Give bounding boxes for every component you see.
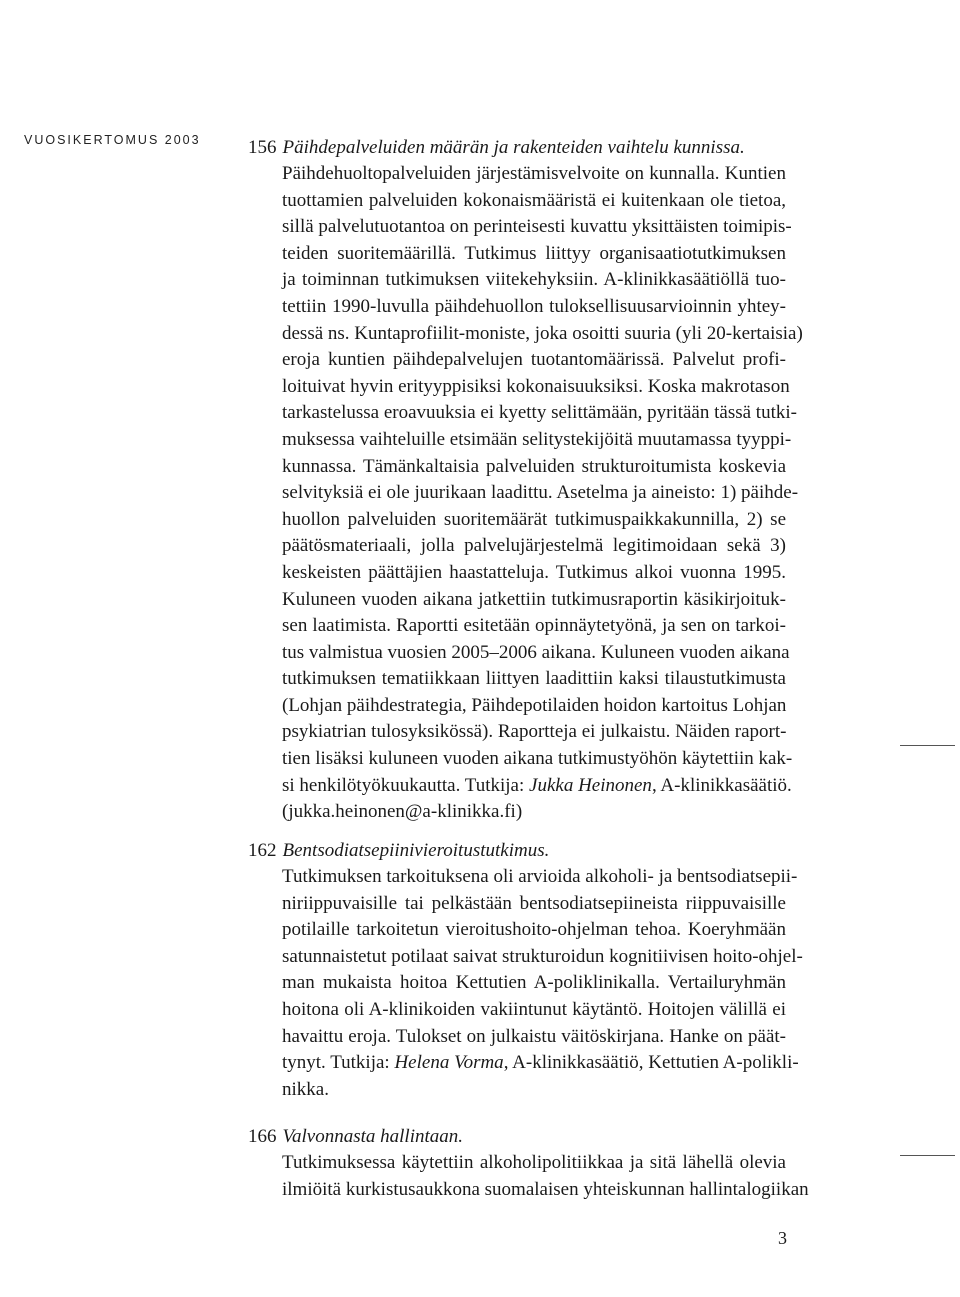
researcher-line [282, 1050, 799, 1077]
body-line: kunnassa. Tämänkaltaisia palveluiden strukturoitumista koskevia [282, 455, 786, 477]
researcher-line [282, 773, 792, 800]
entry-number: 162 [248, 840, 277, 861]
entry-title-162 [248, 838, 549, 864]
body-line: ilmiöitä kurkistusaukkona suomalaisen yhteiskunnan hallintalogiikan [282, 1178, 809, 1200]
entry-title-156 [248, 135, 745, 161]
entry-title-text: Päihdepalveluiden määrän ja rakenteiden vaihtelu kunnissa. [282, 137, 745, 158]
entry-title-text: Bentsodiatsepiinivieroitustutkimus. [282, 840, 550, 861]
body-line: tutkimuksen tematiikkaan liittyen laadittiin kaksi tilaustutkimusta [282, 668, 786, 690]
body-line: keskeisten päättäjien haastatteluja. Tutkimus alkoi vuonna 1995. [282, 561, 786, 583]
body-line: teiden suoritemäärillä. Tutkimus liittyy organisaatiotutkimuksen [282, 242, 786, 264]
entry-title-text: Valvonnasta hallintaan. [282, 1126, 463, 1147]
body-line: tettiin 1990-luvulla päihdehuollon tuloksellisuusarvioinnin yhtey- [282, 295, 786, 317]
body-line: loituivat hyvin erityyppisiksi kokonaisuuksiksi. Koska makrotason [282, 375, 790, 397]
researcher-email: (jukka.heinonen@a-klinikka.fi) [282, 801, 523, 823]
margin-rule [900, 745, 955, 746]
body-line: ja toiminnan tutkimuksen viitekehyksiin. A-klinikkasäätiöllä tuo- [282, 269, 786, 291]
body-line: päätösmateriaali, jolla palvelujärjestelmä legitimoidaan sekä 3) [282, 535, 786, 557]
body-line: (Lohjan päihdestrategia, Päihdepotilaiden hoidon kartoitus Lohjan [282, 694, 787, 716]
entry-body-156 [282, 161, 803, 826]
body-line: tien lisäksi kuluneen vuoden aikana tutkimustyöhön käytettiin kak- [282, 748, 793, 770]
page-number: 3 [778, 1228, 787, 1248]
body-line: sillä palvelutuotantoa on perinteisesti kuvattu yksittäisten toimipis- [282, 216, 792, 238]
researcher-prefix: si henkilötyökuukautta. Tutkija: [282, 774, 530, 796]
body-line: Tutkimuksessa käytettiin alkoholipolitiikkaa ja sitä lähellä olevia [282, 1152, 786, 1173]
entry-number: 156 [248, 137, 277, 158]
body-line: man mukaista hoitoa Kettutien A-poliklinikalla. Vertailuryhmän [282, 972, 786, 994]
body-line: hoitona oli A-klinikoiden vakiintunut käytäntö. Hoitojen välillä ei [282, 998, 786, 1020]
body-line: Kuluneen vuoden aikana jatkettiin tutkimusraportin käsikirjoituk- [282, 588, 786, 610]
body-line: selvityksiä ei ole juurikaan laadittu. Asetelma ja aineisto: 1) päihde- [282, 482, 799, 504]
researcher-name: Jukka Heinonen [529, 774, 652, 796]
body-line: dessä ns. Kuntaprofiilit-moniste, joka osoitti suuria (yli 20-kertaisia) [282, 322, 803, 344]
body-line: satunnaistetut potilaat saivat strukturoidun kognitiivisen hoito-ohjel- [282, 945, 803, 967]
body-line: tuottamien palveluiden kokonaismääristä ei kuitenkaan ole tietoa, [282, 189, 786, 211]
body-line: Päihdehuoltopalveluiden järjestämisvelvoite on kunnalla. Kuntien [282, 163, 786, 184]
entry-body-166 [282, 1150, 809, 1203]
body-line: tarkastelussa eroavuuksia ei kyetty selittämään, pyritään tässä tutki- [282, 402, 797, 424]
body-line: niriippuvaisille tai pelkästään bentsodiatsepiineista riippuvaisille [282, 892, 786, 914]
body-line: eroja kuntien päihdepalvelujen tuotantomäärissä. Palvelut profi- [282, 349, 786, 371]
researcher-affiliation: , A-klinikkasäätiö, Kettutien A-polikli- [503, 1052, 799, 1074]
entry-body-162 [282, 864, 803, 1103]
body-line: potilaille tarkoitetun vieroitushoito-ohjelman tehoa. Koeryhmään [282, 919, 786, 941]
body-line: havaittu eroja. Tulokset on julkaistu väitöskirjana. Hanke on päät- [282, 1025, 786, 1047]
body-line: psykiatrian tulosyksikössä). Raportteja ei julkaistu. Näiden raport- [282, 721, 787, 743]
margin-rule [900, 1155, 955, 1156]
running-head: VUOSIKERTOMUS 2003 [24, 133, 201, 147]
body-line: muksessa vaihteluille etsimään selitystekijöitä muutamassa tyyppi- [282, 428, 792, 450]
body-line: nikka. [282, 1078, 329, 1100]
entry-title-166 [248, 1124, 463, 1150]
entry-number: 166 [248, 1126, 277, 1147]
body-line: huollon palveluiden suoritemäärät tutkimuspaikkakunnilla, 2) se [282, 508, 786, 530]
body-line: Tutkimuksen tarkoituksena oli arvioida alkoholi- ja bentsodiatsepii- [282, 866, 798, 887]
body-line: sen laatimista. Raportti esitetään opinnäytetyönä, ja sen on tarkoi- [282, 615, 786, 637]
researcher-prefix: tynyt. Tutkija: [282, 1052, 395, 1074]
body-line: tus valmistua vuosien 2005–2006 aikana. Kuluneen vuoden aikana [282, 641, 790, 663]
researcher-affiliation: , A-klinikkasäätiö. [651, 774, 792, 796]
researcher-name: Helena Vorma [394, 1052, 504, 1074]
